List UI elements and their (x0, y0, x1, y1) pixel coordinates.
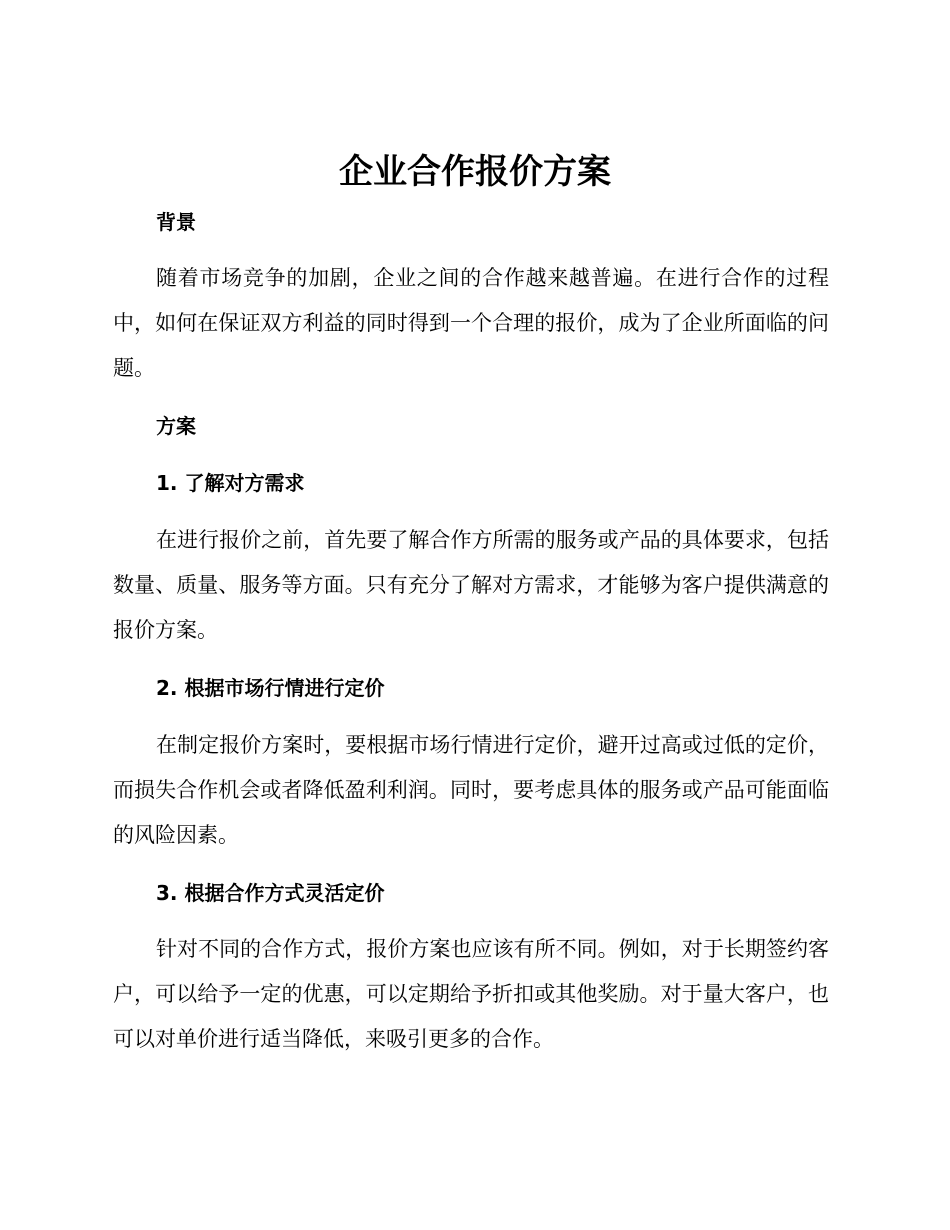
section-heading-plan: 方案 (156, 414, 196, 438)
section-paragraph-flexible-pricing: 针对不同的合作方式，报价方案也应该有所不同。例如，对于长期签约客户，可以给予一定的优惠，可以定期给予折扣或其他奖励。对于量大客户，也可以对单价进行适当降低，来吸引更多的合作。 (113, 937, 829, 1051)
section-heading-background: 背景 (156, 210, 196, 234)
section-heading-understand-needs: 1. 了解对方需求 (156, 471, 305, 495)
section-paragraph-background: 随着市场竞争的加剧，企业之间的合作越来越普遍。在进行合作的过程中，如何在保证双方利益的同时得到一个合理的报价，成为了企业所面临的问题。 (113, 266, 829, 380)
section-paragraph-market-pricing: 在制定报价方案时，要根据市场行情进行定价，避开过高或过低的定价，而损失合作机会或者降低盈利利润。同时，要考虑具体的服务或产品可能面临的风险因素。 (113, 733, 829, 847)
section-paragraph-understand-needs: 在进行报价之前，首先要了解合作方所需的服务或产品的具体要求，包括数量、质量、服务等方面。只有充分了解对方需求，才能够为客户提供满意的报价方案。 (113, 528, 829, 642)
section-heading-flexible-pricing: 3. 根据合作方式灵活定价 (156, 881, 385, 905)
section-heading-market-pricing: 2. 根据市场行情进行定价 (156, 676, 385, 700)
document-title: 企业合作报价方案 (339, 152, 611, 192)
